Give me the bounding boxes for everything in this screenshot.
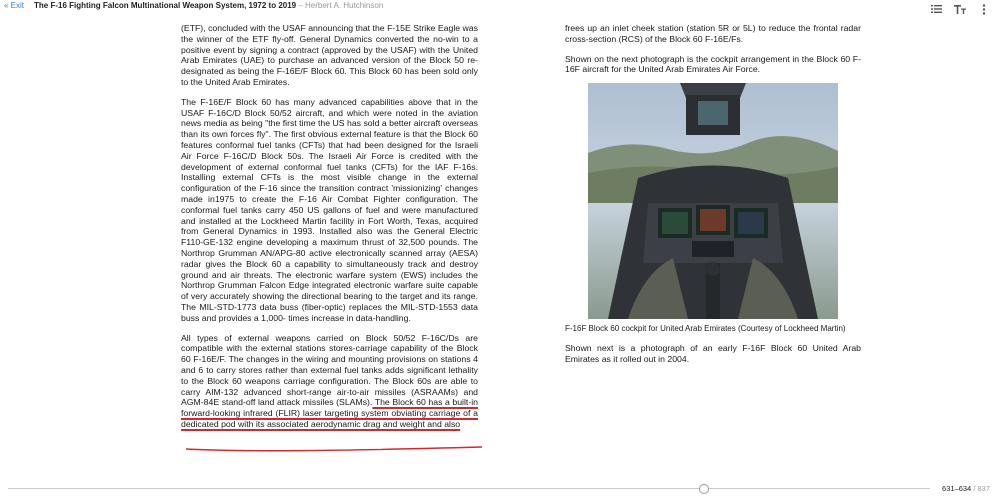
toolbar-icons [930, 3, 990, 15]
book-title-text: The F-16 Fighting Falcon Multinational Weapon System, 1972 to 2019 [34, 1, 297, 10]
left-paragraph-2: The F-16E/F Block 60 has many advanced capabilities above that in the USAF F-16C/D Block 50/52 aircraft, and which were noted in the aviation news media as being "the first time the US has sold a better aircraft overseas than its own forces fly". The first obvious external feature is that the Block 60 features conformal fuel tanks (CFTs) that had been designed for the Israeli Air Force F-16C/D Block 50s. The Israeli Air Force is credited with the development of external conformal fuel tanks (CFTs) for the IAF F-16s. Installing external CFTs is the most visible change in the external configuration of the F-16 since the transition contract 'missionizing' changes made in1975 to create the F-16 Air Combat Fighter configuration. The conformal fuel tanks carry 450 US gallons of fuel and were manufactured and installed at the Lockheed Martin facility in Fort Worth, Texas, acquired from General Dynamics in 1993. Installed also was the General Electric F110-GE-132 engine developing a maximum thrust of 32,500 pounds. The Northrop Grumman AN/APG-80 active electronically scanned array (AESA) radar gives the Block 60 a capability to simultaneously track and destroy ground and air threats. The electronic warfare system (EWS) includes the Northrop Grumman Falcon Edge integrated electronic warfare suite capable of very accurately showing the directional bearing to the target and its range. The MIL-STD-1773 data buss (fiber-optic) replaces the MIL-STD-1553 data buss and provides a 1,000- times increase in data-handling. [181, 96, 478, 323]
progress-slider-handle[interactable] [699, 484, 709, 494]
cockpit-photo [588, 83, 838, 319]
right-paragraph-1: frees up an inlet cheek station (station 5R or 5L) to reduce the frontal radar cross-section (RCS) of the Block 60 F-16E/Fs. [565, 23, 861, 44]
more-icon[interactable] [978, 3, 990, 15]
book-author: – Herbert A. Hutchinson [296, 1, 384, 10]
list-icon[interactable] [930, 3, 942, 15]
exit-link[interactable]: « Exit [4, 1, 25, 10]
top-bar [0, 0, 1000, 14]
left-paragraph-3-text: All types of external weapons carried on Block 50/52 F-16C/Ds are compatible with the external stations stores-carriage capability of the Block 60 F-16E/F. The changes in the wiring and mounting provisions on stations 4 and 6 to carry stores rather than external fuel tanks adds significant lethality to the Block 60 weapons carriage configuration. The Block 60s are able to carry AIM-132 advanced short-range air-to-air missiles (ASRAAMs) and AGM-84E stand-off land attack missiles (SLAMs). [181, 332, 478, 408]
left-page-column [181, 23, 478, 439]
page-total: / 837 [971, 484, 990, 493]
right-page-column [565, 23, 861, 84]
left-paragraph-3 [181, 333, 478, 430]
font-size-icon[interactable] [954, 3, 966, 15]
right-paragraph-3: Shown next is a photograph of an early F-16F Block 60 United Arab Emirates as it rolled out in 2004. [565, 343, 861, 364]
highlighted-passage[interactable]: The Block 60 has a built-in forward-looking infrared (FLIR) laser targeting system obviating carriage of a dedicated pod with its associated aerodynamic drag and weight and also [181, 397, 478, 429]
page-counter [942, 484, 990, 493]
left-paragraph-1: (ETF), concluded with the USAF announcing that the F-15E Strike Eagle was the winner of the ETF fly-off. General Dynamics converted the no-win to a positive event by signing a contract (approved by the USAF) with the United Arab Emirates (UAE) to purchase an advanced version of the Block 50 re-designated as being the F-16E/F Block 60. This Block 60 has been sold only to the United Arab Emirates. [181, 23, 478, 87]
red-underline-mark [184, 443, 484, 453]
page-range: 631–634 [942, 484, 972, 493]
page-progress-slider[interactable] [8, 488, 930, 489]
book-title [34, 1, 383, 10]
photo-caption: F-16F Block 60 cockpit for United Arab Emirates (Courtesy of Lockheed Martin) [565, 324, 846, 333]
right-paragraph-2: Shown on the next photograph is the cockpit arrangement in the Block 60 F-16F aircraft for the United Arab Emirates Air Force. [565, 53, 861, 75]
